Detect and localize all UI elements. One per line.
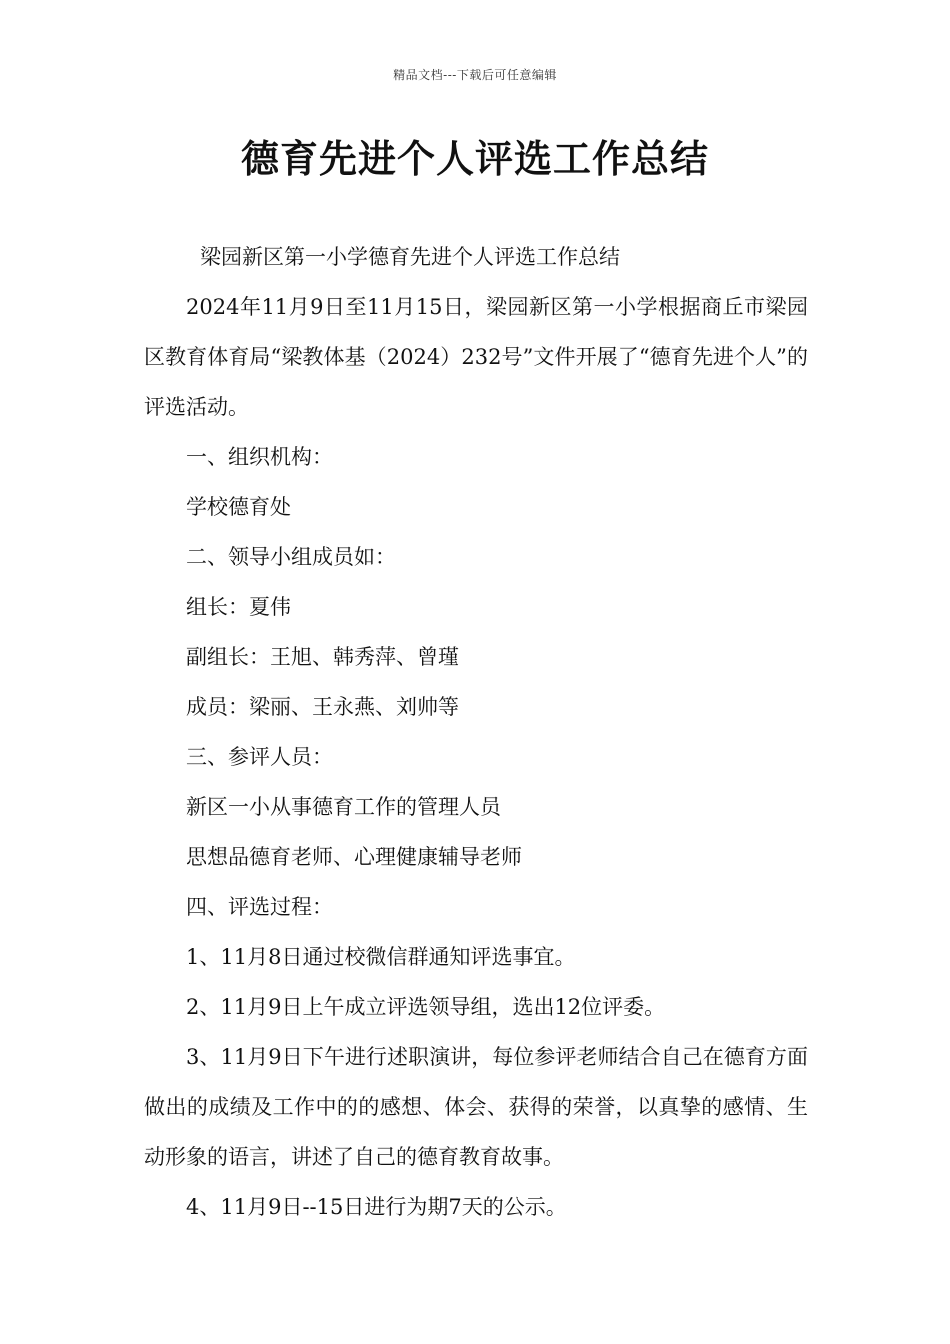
- section-heading-participants: 三、参评人员：: [186, 745, 333, 769]
- paragraph-process-1: 1、11月8日通过校微信群通知评选事宜。: [186, 945, 576, 969]
- paragraph-participants-1: 新区一小从事德育工作的管理人员: [186, 795, 501, 819]
- paragraph-process-4: 4、11月9日--15日进行为期7天的公示。: [186, 1195, 567, 1219]
- section-heading-organization: 一、组织机构：: [186, 445, 333, 469]
- paragraph-intro: 2024年11月9日至11月15日，梁园新区第一小学根据商丘市梁园区教育体育局“梁教体基（2024）232号”文件开展了“德育先进个人”的评选活动。: [144, 295, 808, 419]
- paragraph-members: 成员：梁丽、王永燕、刘帅等: [186, 695, 459, 719]
- paragraph-process-2: 2、11月9日上午成立评选领导组，选出12位评委。: [186, 995, 666, 1019]
- header-note: 精品文档---下载后可任意编辑: [393, 68, 557, 82]
- document-subtitle: 梁园新区第一小学德育先进个人评选工作总结: [200, 245, 620, 269]
- document-body: [144, 232, 808, 1232]
- paragraph-process-3: 3、11月9日下午进行述职演讲，每位参评老师结合自己在德育方面做出的成绩及工作中的的感想、体会、获得的荣誉，以真挚的感情、生动形象的语言，讲述了自己的德育教育故事。: [144, 1045, 808, 1169]
- paragraph-leader: 组长：夏伟: [186, 595, 291, 619]
- document-title: 德育先进个人评选工作总结: [240, 137, 709, 181]
- section-heading-leadership: 二、领导小组成员如：: [186, 545, 396, 569]
- paragraph-participants-2: 思想品德育老师、心理健康辅导老师: [186, 845, 522, 869]
- paragraph-deputy-leaders: 副组长：王旭、韩秀萍、曾瑾: [186, 645, 459, 669]
- paragraph-organization: 学校德育处: [186, 495, 291, 519]
- section-heading-process: 四、评选过程：: [186, 895, 333, 919]
